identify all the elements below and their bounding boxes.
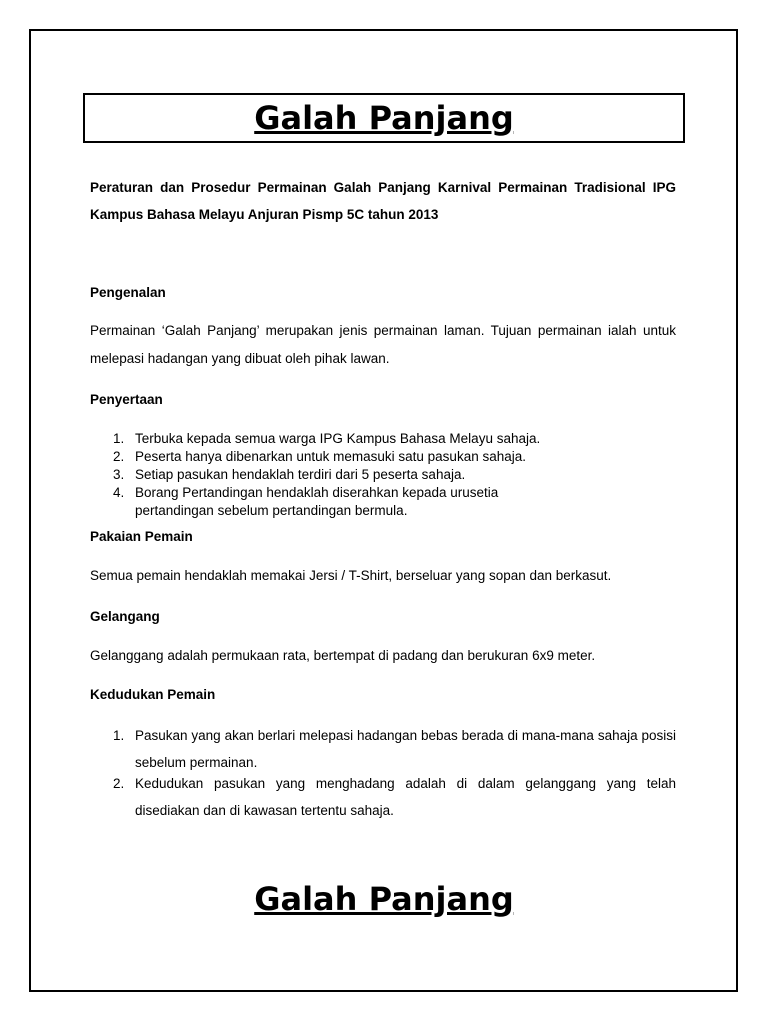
list-number: 2. [113, 449, 125, 464]
list-item [113, 448, 593, 466]
intro-paragraph: Peraturan dan Prosedur Permainan Galah Panjang Karnival Permainan Tradisional IPG Kampus Bahasa Melayu Anjuran Pismp 5C tahun 2013 [90, 180, 676, 222]
title-box [83, 93, 685, 143]
list-item [113, 484, 593, 520]
pengenalan-text: Permainan ‘Galah Panjang’ merupakan jenis permainan laman. Tujuan permainan ialah untuk melepasi hadangan yang dibuat oleh pihak lawan. [90, 323, 676, 366]
list-text: Borang Pertandingan hendaklah diserahkan kepada urusetia pertandingan sebelum pertandingan bermula. [135, 485, 499, 518]
heading-gelangang: Gelangang [90, 609, 160, 624]
list-number: 1. [113, 431, 125, 446]
list-item [113, 722, 676, 776]
list-text: Terbuka kepada semua warga IPG Kampus Bahasa Melayu sahaja. [135, 431, 541, 446]
heading-pakaian-pemain: Pakaian Pemain [90, 529, 193, 544]
list-item [113, 770, 676, 824]
gelangang-text: Gelanggang adalah permukaan rata, bertempat di padang dan berukuran 6x9 meter. [90, 648, 596, 663]
pakaian-text: Semua pemain hendaklah memakai Jersi / T-Shirt, berseluar yang sopan dan berkasut. [90, 568, 612, 583]
heading-pengenalan: Pengenalan [90, 285, 166, 300]
list-number: 1. [113, 728, 125, 743]
list-text: Pasukan yang akan berlari melepasi hadangan bebas berada di mana-mana sahaja posisi sebelum permainan. [135, 728, 676, 770]
list-text: Kedudukan pasukan yang menghadang adalah di dalam gelanggang yang telah disediakan dan di kawasan tertentu sahaja. [135, 776, 676, 818]
heading-penyertaan: Penyertaan [90, 392, 163, 407]
list-number: 4. [113, 485, 125, 500]
kedudukan-list [113, 722, 676, 824]
list-text: Setiap pasukan hendaklah terdiri dari 5 peserta sahaja. [135, 467, 466, 482]
list-number: 3. [113, 467, 125, 482]
list-number: 2. [113, 776, 125, 791]
list-item [113, 430, 593, 448]
footer-title-block [0, 876, 768, 922]
footer-title: Galah Panjang [254, 880, 514, 918]
list-text: Peserta hanya dibenarkan untuk memasuki satu pasukan sahaja. [135, 449, 526, 464]
penyertaan-list [113, 430, 593, 520]
heading-kedudukan-pemain: Kedudukan Pemain [90, 687, 216, 702]
document-title: Galah Panjang [254, 99, 514, 137]
list-item [113, 466, 593, 484]
